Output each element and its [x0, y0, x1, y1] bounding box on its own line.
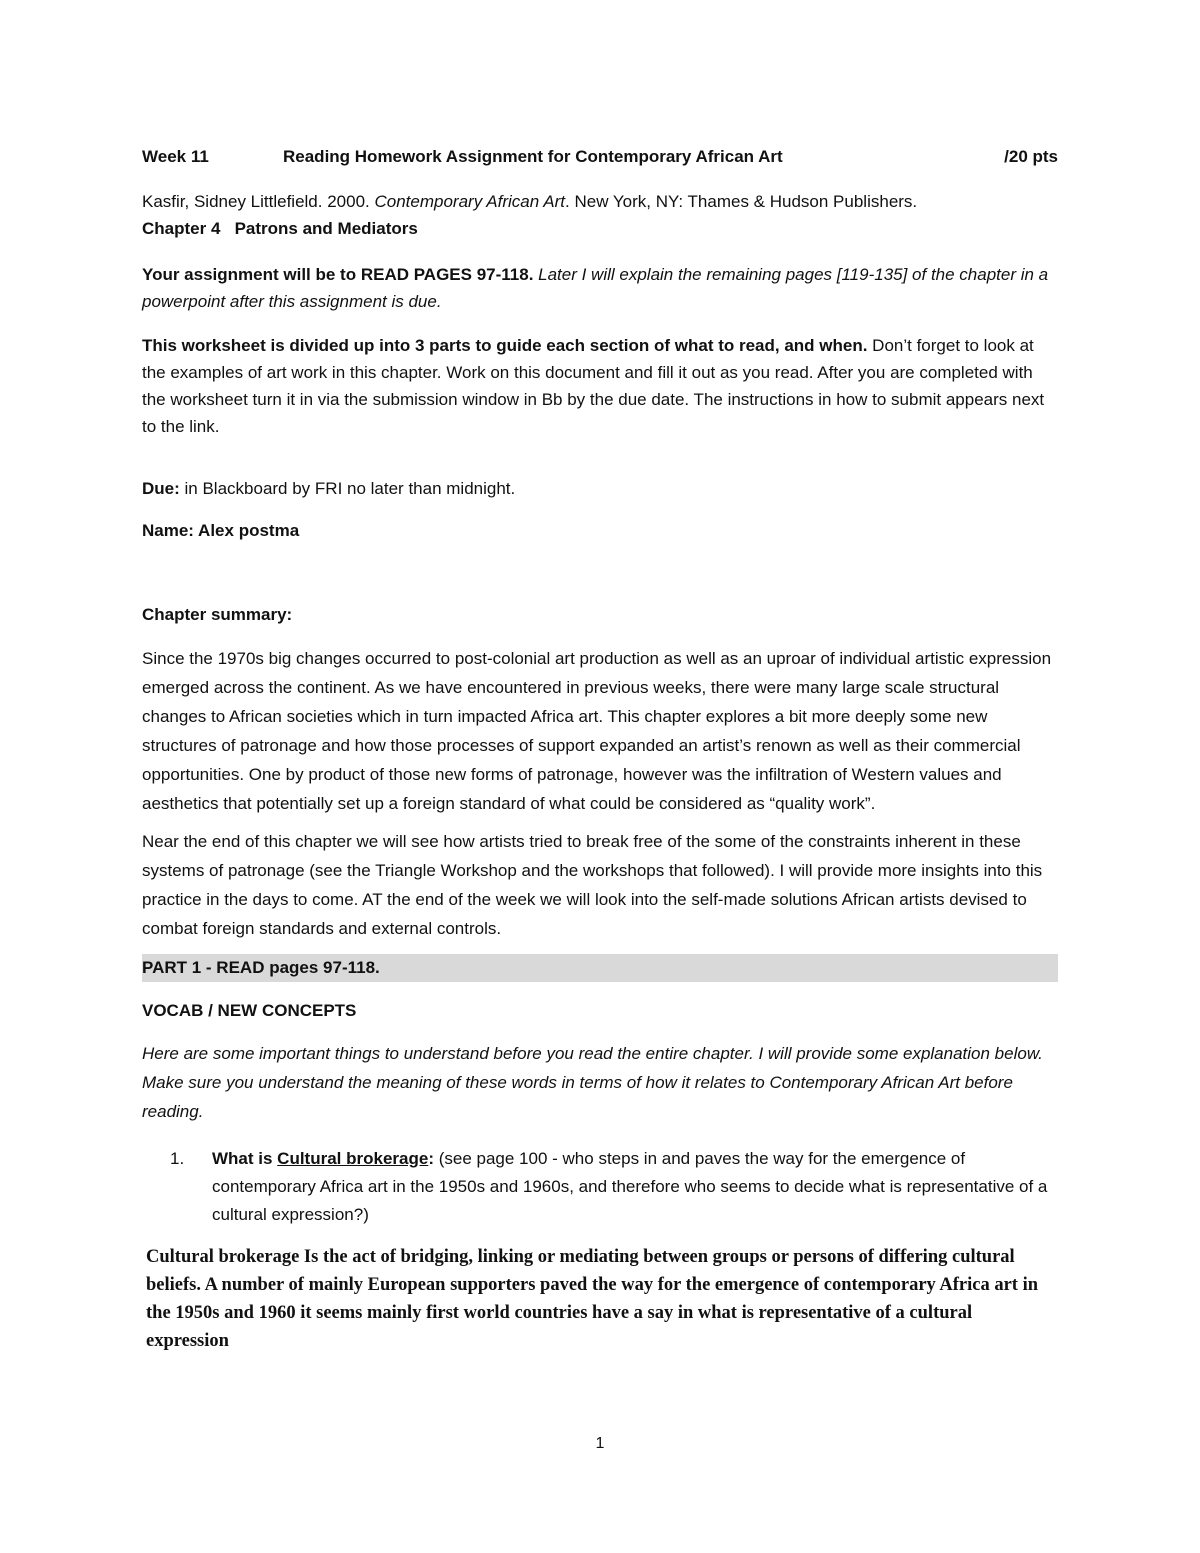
summary-paragraph-2: Near the end of this chapter we will see how artists tried to break free of the some of the constraints inherent in these systems of patronage (see the Triangle Workshop and the workshops that followed). I will provide more insights into this practice in the days to come. AT the end of the week we will look into the self-made solutions African artists devised to combat foreign standards and external controls. — [142, 832, 1043, 938]
worksheet-text: Don’t forget to look at the examples of art work in this chapter. Work on this document and fill it out as you read. After you are completed with the worksheet turn it in via the submission window in Bb by the due date. The instructions in how to submit appears next to the link. — [142, 336, 1045, 436]
name-label: Name: Alex postma — [142, 521, 300, 540]
vocab-heading-text: VOCAB / NEW CONCEPTS — [142, 1001, 357, 1020]
vocab-intro: Here are some important things to understand before you read the entire chapter. I will provide some explanation below. Make sure you understand the meaning of these words in terms of how it relates to Contemporary African Art before reading. — [142, 1044, 1043, 1121]
points-label: /20 pts — [1004, 147, 1058, 166]
assignment-title: Reading Homework Assignment for Contemporary African Art — [283, 147, 783, 166]
question-colon: : — [428, 1149, 434, 1168]
question-prefix: What is — [212, 1149, 278, 1168]
page-content — [142, 143, 1058, 1355]
chapter-summary — [142, 600, 1058, 943]
answer-text: Cultural brokerage Is the act of bridging, linking or mediating between groups or persons of differing cultural beliefs. A number of mainly European supporters paved the way for the emergence of contemporary Africa art in the 1950s and 1960 it seems mainly first world countries have a say in what is representative of a cultural expression — [146, 1247, 1039, 1351]
vocab-heading — [142, 997, 1058, 1024]
due-line — [142, 475, 1058, 502]
part-1-heading: PART 1 - READ pages 97-118. — [142, 954, 1058, 982]
question-detail: (see page 100 - who steps in and paves the way for the emergence of contemporary Africa art in the 1950s and 1960s, and therefore who seems to decide what is representative of a cultural expression?) — [212, 1149, 1048, 1224]
due-label: Due: — [142, 479, 180, 498]
citation — [142, 189, 1058, 215]
summary-heading — [142, 600, 1058, 629]
worksheet-bold: This worksheet is divided up into 3 parts to guide each section of what to read, and when. — [142, 336, 873, 355]
assignment-italic: Later I will explain the remaining pages [119-135] of the chapter in a powerpoint after this assignment is due. — [142, 265, 1049, 311]
page-number: 1 — [595, 1435, 605, 1452]
chapter-title: Chapter 4 Patrons and Mediators — [142, 219, 418, 238]
list-number: 1. — [170, 1149, 185, 1168]
assignment-instructions — [142, 261, 1058, 315]
week-label: Week 11 — [142, 147, 209, 166]
worksheet-instructions — [142, 332, 1058, 440]
citation-publisher: . New York, NY: Thames & Hudson Publishers. — [565, 192, 918, 211]
summary-paragraph-1: Since the 1970s big changes occurred to post-colonial art production as well as an uproar of individual artistic expression emerged across the continent. As we have encountered in previous weeks, there were many large scale structural changes to African societies which in turn impacted Africa art. This chapter explores a bit more deeply some new structures of patronage and how those processes of support expanded an artist’s renown as well as their commercial opportunities. One by product of those new forms of patronage, however was the infiltration of Western values and aesthetics that potentially set up a foreign standard of what could be considered as “quality work”. — [142, 649, 1052, 813]
question-text — [212, 1145, 1058, 1229]
citation-book-title: Contemporary African Art — [374, 192, 566, 211]
due-text: in Blackboard by FRI no later than midnight. — [179, 479, 516, 498]
summary-heading-text: Chapter summary: — [142, 605, 293, 624]
name-line — [142, 517, 1058, 544]
assignment-header — [142, 143, 1058, 170]
question-term: Cultural brokerage — [277, 1149, 429, 1168]
assignment-bold: Your assignment will be to READ PAGES 97-118. — [142, 265, 539, 284]
list-item — [170, 1145, 1058, 1229]
citation-author: Kasfir, Sidney Littlefield. 2000. — [142, 192, 375, 211]
